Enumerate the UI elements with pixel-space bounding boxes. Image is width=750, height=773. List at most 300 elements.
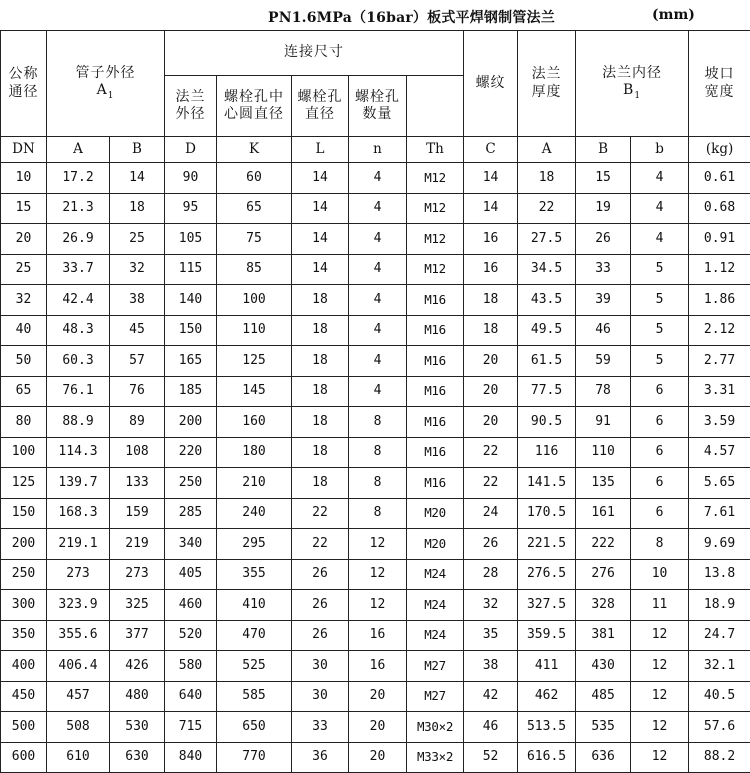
cell-flange-id-b: 78 <box>576 376 631 407</box>
table-body <box>1 163 750 773</box>
cell-weight: 40.5 <box>689 681 750 712</box>
cell-thickness: 38 <box>464 651 518 682</box>
header-flange-id-subscript: 1 <box>634 91 641 101</box>
cell-flange-id-b: 33 <box>576 254 631 285</box>
cell-pipe-od-b: 14 <box>110 163 165 194</box>
cell-flange-id-a: 221.5 <box>518 529 576 560</box>
cell-bolt-hole-dia: 18 <box>292 468 349 499</box>
cell-thread: M16 <box>407 407 464 438</box>
cell-bevel: 12 <box>631 712 689 743</box>
cell-bolt-hole-qty: 4 <box>349 376 407 407</box>
cell-flange-od: 95 <box>165 193 217 224</box>
cell-flange-od: 405 <box>165 559 217 590</box>
cell-bolt-circle: 210 <box>217 468 292 499</box>
table-row <box>1 254 750 285</box>
cell-flange-id-a: 116 <box>518 437 576 468</box>
cell-dn: 450 <box>1 681 47 712</box>
cell-dn: 100 <box>1 437 47 468</box>
cell-dn: 125 <box>1 468 47 499</box>
table-row <box>1 559 750 590</box>
cell-pipe-od-b: 57 <box>110 346 165 377</box>
cell-weight: 3.31 <box>689 376 750 407</box>
cell-flange-id-b: 26 <box>576 224 631 255</box>
cell-thickness: 46 <box>464 712 518 743</box>
cell-weight: 1.12 <box>689 254 750 285</box>
table-row <box>1 742 750 773</box>
cell-bolt-hole-qty: 8 <box>349 468 407 499</box>
table-row <box>1 651 750 682</box>
cell-weight: 0.91 <box>689 224 750 255</box>
code-bolt-circle: K <box>217 137 292 163</box>
cell-thickness: 26 <box>464 529 518 560</box>
cell-pipe-od-b: 159 <box>110 498 165 529</box>
cell-pipe-od-a: 406.4 <box>47 651 110 682</box>
cell-thickness: 14 <box>464 163 518 194</box>
cell-thickness: 20 <box>464 376 518 407</box>
cell-bevel: 6 <box>631 407 689 438</box>
cell-bolt-hole-qty: 8 <box>349 407 407 438</box>
cell-thickness: 22 <box>464 437 518 468</box>
cell-bolt-circle: 110 <box>217 315 292 346</box>
header-bolt-circle-line2: 心圆直径 <box>224 106 284 122</box>
header-bolt-hole-dia-line1: 螺栓孔 <box>298 89 343 105</box>
code-flange-id-b: B <box>576 137 631 163</box>
cell-flange-od: 840 <box>165 742 217 773</box>
cell-flange-od: 165 <box>165 346 217 377</box>
cell-flange-od: 520 <box>165 620 217 651</box>
cell-flange-id-a: 141.5 <box>518 468 576 499</box>
header-dn-line1: 公称 <box>9 66 39 82</box>
cell-pipe-od-b: 630 <box>110 742 165 773</box>
cell-weight: 7.61 <box>689 498 750 529</box>
cell-thread: M27 <box>407 651 464 682</box>
cell-bevel: 11 <box>631 590 689 621</box>
cell-pipe-od-b: 89 <box>110 407 165 438</box>
cell-bolt-circle: 145 <box>217 376 292 407</box>
table-row <box>1 224 750 255</box>
cell-flange-id-b: 19 <box>576 193 631 224</box>
header-bolt-hole-qty <box>349 76 407 137</box>
table-row <box>1 498 750 529</box>
cell-flange-id-b: 381 <box>576 620 631 651</box>
table-row <box>1 620 750 651</box>
cell-thickness: 20 <box>464 346 518 377</box>
cell-bolt-hole-dia: 33 <box>292 712 349 743</box>
header-thickness-line1: 法兰 <box>532 66 562 82</box>
cell-thread: M20 <box>407 498 464 529</box>
cell-thickness: 32 <box>464 590 518 621</box>
header-bolt-hole-qty-line2: 数量 <box>363 106 393 122</box>
cell-dn: 400 <box>1 651 47 682</box>
cell-bolt-circle: 650 <box>217 712 292 743</box>
code-bolt-hole-qty: n <box>349 137 407 163</box>
table-row <box>1 529 750 560</box>
header-thread: 螺纹 <box>464 31 518 137</box>
cell-weight: 0.68 <box>689 193 750 224</box>
cell-thread: M12 <box>407 254 464 285</box>
cell-weight: 0.61 <box>689 163 750 194</box>
cell-weight: 4.57 <box>689 437 750 468</box>
cell-thread: M16 <box>407 468 464 499</box>
cell-pipe-od-a: 26.9 <box>47 224 110 255</box>
cell-pipe-od-a: 355.6 <box>47 620 110 651</box>
cell-bolt-hole-dia: 18 <box>292 315 349 346</box>
unit-label: (mm) <box>652 7 695 23</box>
cell-weight: 2.12 <box>689 315 750 346</box>
cell-pipe-od-a: 610 <box>47 742 110 773</box>
cell-flange-id-a: 77.5 <box>518 376 576 407</box>
cell-flange-id-a: 27.5 <box>518 224 576 255</box>
cell-flange-od: 90 <box>165 163 217 194</box>
cell-dn: 50 <box>1 346 47 377</box>
cell-flange-od: 250 <box>165 468 217 499</box>
cell-bevel: 5 <box>631 315 689 346</box>
cell-flange-id-b: 222 <box>576 529 631 560</box>
cell-bolt-hole-qty: 16 <box>349 620 407 651</box>
cell-bolt-hole-qty: 4 <box>349 285 407 316</box>
cell-thickness: 22 <box>464 468 518 499</box>
cell-bolt-hole-dia: 14 <box>292 224 349 255</box>
header-flange-id <box>576 31 689 137</box>
header-bolt-hole-dia <box>292 76 349 137</box>
cell-bolt-circle: 100 <box>217 285 292 316</box>
table-row <box>1 407 750 438</box>
cell-dn: 40 <box>1 315 47 346</box>
cell-pipe-od-a: 48.3 <box>47 315 110 346</box>
code-bolt-hole-dia: L <box>292 137 349 163</box>
cell-bolt-hole-qty: 4 <box>349 193 407 224</box>
cell-flange-id-a: 276.5 <box>518 559 576 590</box>
cell-flange-id-b: 328 <box>576 590 631 621</box>
cell-bevel: 6 <box>631 498 689 529</box>
cell-dn: 65 <box>1 376 47 407</box>
cell-flange-od: 580 <box>165 651 217 682</box>
table-row <box>1 681 750 712</box>
cell-bevel: 4 <box>631 224 689 255</box>
cell-pipe-od-a: 76.1 <box>47 376 110 407</box>
cell-weight: 5.65 <box>689 468 750 499</box>
code-bevel: b <box>631 137 689 163</box>
cell-bevel: 10 <box>631 559 689 590</box>
cell-bolt-hole-dia: 18 <box>292 285 349 316</box>
cell-flange-od: 220 <box>165 437 217 468</box>
cell-bolt-hole-dia: 18 <box>292 437 349 468</box>
cell-flange-id-b: 15 <box>576 163 631 194</box>
cell-bolt-hole-dia: 30 <box>292 681 349 712</box>
header-row-1 <box>1 31 750 76</box>
cell-bevel: 12 <box>631 681 689 712</box>
cell-bolt-hole-dia: 30 <box>292 651 349 682</box>
header-bolt-circle-line1: 螺栓孔中 <box>224 89 284 105</box>
cell-bevel: 8 <box>631 529 689 560</box>
table-row <box>1 437 750 468</box>
cell-flange-od: 640 <box>165 681 217 712</box>
cell-thread: M24 <box>407 620 464 651</box>
cell-flange-od: 140 <box>165 285 217 316</box>
cell-bolt-hole-dia: 18 <box>292 407 349 438</box>
cell-weight: 24.7 <box>689 620 750 651</box>
cell-weight: 1.86 <box>689 285 750 316</box>
cell-thread: M16 <box>407 437 464 468</box>
cell-flange-id-b: 91 <box>576 407 631 438</box>
cell-bolt-circle: 75 <box>217 224 292 255</box>
cell-flange-od: 285 <box>165 498 217 529</box>
cell-dn: 150 <box>1 498 47 529</box>
cell-pipe-od-b: 38 <box>110 285 165 316</box>
cell-bolt-hole-dia: 26 <box>292 590 349 621</box>
cell-bolt-hole-qty: 20 <box>349 681 407 712</box>
header-pipe-od-label: 管子外径 <box>76 65 136 81</box>
cell-pipe-od-b: 133 <box>110 468 165 499</box>
cell-bevel: 5 <box>631 285 689 316</box>
cell-flange-id-a: 616.5 <box>518 742 576 773</box>
cell-bevel: 6 <box>631 468 689 499</box>
cell-weight: 18.9 <box>689 590 750 621</box>
code-flange-id-a: A <box>518 137 576 163</box>
cell-bolt-hole-qty: 12 <box>349 559 407 590</box>
cell-dn: 250 <box>1 559 47 590</box>
cell-bolt-circle: 85 <box>217 254 292 285</box>
header-dn-line2: 通径 <box>9 84 39 100</box>
cell-bevel: 12 <box>631 651 689 682</box>
cell-thread: M12 <box>407 193 464 224</box>
cell-bolt-hole-qty: 8 <box>349 498 407 529</box>
cell-bevel: 4 <box>631 163 689 194</box>
cell-flange-id-b: 110 <box>576 437 631 468</box>
cell-weight: 3.59 <box>689 407 750 438</box>
cell-flange-id-a: 22 <box>518 193 576 224</box>
header-thickness-line2: 厚度 <box>532 84 562 100</box>
cell-bolt-hole-dia: 18 <box>292 346 349 377</box>
cell-bolt-circle: 240 <box>217 498 292 529</box>
cell-dn: 350 <box>1 620 47 651</box>
cell-weight: 57.6 <box>689 712 750 743</box>
cell-bevel: 12 <box>631 620 689 651</box>
cell-pipe-od-a: 323.9 <box>47 590 110 621</box>
cell-pipe-od-b: 76 <box>110 376 165 407</box>
cell-thickness: 16 <box>464 224 518 255</box>
cell-flange-od: 150 <box>165 315 217 346</box>
cell-bolt-circle: 60 <box>217 163 292 194</box>
cell-flange-id-b: 135 <box>576 468 631 499</box>
cell-weight: 32.1 <box>689 651 750 682</box>
cell-dn: 80 <box>1 407 47 438</box>
cell-thickness: 52 <box>464 742 518 773</box>
cell-bolt-circle: 65 <box>217 193 292 224</box>
cell-bolt-circle: 585 <box>217 681 292 712</box>
cell-pipe-od-b: 25 <box>110 224 165 255</box>
cell-thread: M12 <box>407 224 464 255</box>
cell-flange-od: 200 <box>165 407 217 438</box>
cell-flange-id-a: 513.5 <box>518 712 576 743</box>
cell-bolt-hole-qty: 4 <box>349 346 407 377</box>
cell-bolt-hole-dia: 26 <box>292 559 349 590</box>
cell-pipe-od-b: 426 <box>110 651 165 682</box>
code-thread: Th <box>407 137 464 163</box>
cell-flange-id-a: 34.5 <box>518 254 576 285</box>
header-pipe-od-subscript: 1 <box>108 91 115 101</box>
cell-thickness: 28 <box>464 559 518 590</box>
code-flange-od: D <box>165 137 217 163</box>
header-pipe-od-symbol: A <box>97 82 108 98</box>
table-row <box>1 712 750 743</box>
cell-pipe-od-a: 88.9 <box>47 407 110 438</box>
cell-weight: 88.2 <box>689 742 750 773</box>
cell-bolt-hole-dia: 18 <box>292 376 349 407</box>
cell-thickness: 18 <box>464 315 518 346</box>
cell-pipe-od-a: 219.1 <box>47 529 110 560</box>
cell-flange-id-a: 43.5 <box>518 285 576 316</box>
table-row <box>1 163 750 194</box>
flange-spec-table <box>0 30 750 773</box>
cell-dn: 20 <box>1 224 47 255</box>
header-bevel-line1: 坡口 <box>705 66 735 82</box>
cell-pipe-od-b: 480 <box>110 681 165 712</box>
cell-thread: M33×2 <box>407 742 464 773</box>
cell-pipe-od-b: 18 <box>110 193 165 224</box>
cell-pipe-od-b: 32 <box>110 254 165 285</box>
cell-thread: M30×2 <box>407 712 464 743</box>
cell-flange-id-a: 170.5 <box>518 498 576 529</box>
header-dn <box>1 31 47 137</box>
header-flange-id-symbol: B <box>623 82 634 98</box>
cell-bolt-circle: 160 <box>217 407 292 438</box>
cell-bevel: 5 <box>631 346 689 377</box>
code-thickness: C <box>464 137 518 163</box>
cell-dn: 200 <box>1 529 47 560</box>
cell-thickness: 42 <box>464 681 518 712</box>
table-row <box>1 193 750 224</box>
code-pipe-b: B <box>110 137 165 163</box>
cell-flange-id-a: 327.5 <box>518 590 576 621</box>
cell-bolt-circle: 355 <box>217 559 292 590</box>
table-row <box>1 346 750 377</box>
cell-bolt-hole-qty: 12 <box>349 590 407 621</box>
cell-flange-id-b: 46 <box>576 315 631 346</box>
cell-bolt-hole-dia: 26 <box>292 620 349 651</box>
cell-pipe-od-b: 219 <box>110 529 165 560</box>
code-weight: (kg) <box>689 137 750 163</box>
cell-bolt-hole-qty: 4 <box>349 224 407 255</box>
cell-thickness: 18 <box>464 285 518 316</box>
cell-flange-id-a: 411 <box>518 651 576 682</box>
cell-bolt-hole-qty: 20 <box>349 742 407 773</box>
cell-bolt-circle: 180 <box>217 437 292 468</box>
cell-flange-id-b: 39 <box>576 285 631 316</box>
cell-pipe-od-a: 42.4 <box>47 285 110 316</box>
header-bevel <box>689 31 750 137</box>
cell-flange-id-b: 535 <box>576 712 631 743</box>
header-row-codes <box>1 137 750 163</box>
table-row <box>1 315 750 346</box>
code-pipe-a: A <box>47 137 110 163</box>
cell-flange-id-b: 636 <box>576 742 631 773</box>
cell-thread: M16 <box>407 315 464 346</box>
cell-pipe-od-a: 21.3 <box>47 193 110 224</box>
cell-thickness: 14 <box>464 193 518 224</box>
cell-bolt-circle: 525 <box>217 651 292 682</box>
cell-bolt-hole-qty: 20 <box>349 712 407 743</box>
cell-bolt-circle: 470 <box>217 620 292 651</box>
cell-flange-id-a: 90.5 <box>518 407 576 438</box>
cell-bolt-circle: 770 <box>217 742 292 773</box>
cell-pipe-od-a: 457 <box>47 681 110 712</box>
header-flange-od-line1: 法兰 <box>176 89 206 105</box>
cell-thread: M16 <box>407 376 464 407</box>
cell-thickness: 20 <box>464 407 518 438</box>
cell-pipe-od-a: 60.3 <box>47 346 110 377</box>
cell-flange-id-a: 359.5 <box>518 620 576 651</box>
cell-flange-id-b: 161 <box>576 498 631 529</box>
cell-bolt-hole-qty: 4 <box>349 315 407 346</box>
cell-flange-od: 460 <box>165 590 217 621</box>
cell-bolt-circle: 125 <box>217 346 292 377</box>
cell-dn: 15 <box>1 193 47 224</box>
header-thickness <box>518 31 576 137</box>
cell-bolt-hole-dia: 22 <box>292 498 349 529</box>
cell-flange-id-b: 276 <box>576 559 631 590</box>
cell-thickness: 24 <box>464 498 518 529</box>
cell-bolt-hole-qty: 4 <box>349 254 407 285</box>
cell-flange-id-b: 59 <box>576 346 631 377</box>
cell-pipe-od-a: 273 <box>47 559 110 590</box>
cell-bolt-hole-dia: 14 <box>292 163 349 194</box>
cell-bolt-circle: 295 <box>217 529 292 560</box>
document-title <box>0 4 750 28</box>
cell-pipe-od-b: 377 <box>110 620 165 651</box>
cell-pipe-od-a: 17.2 <box>47 163 110 194</box>
cell-bevel: 6 <box>631 437 689 468</box>
cell-flange-od: 715 <box>165 712 217 743</box>
cell-bolt-hole-qty: 4 <box>349 163 407 194</box>
cell-bolt-hole-dia: 22 <box>292 529 349 560</box>
code-dn: DN <box>1 137 47 163</box>
cell-pipe-od-a: 139.7 <box>47 468 110 499</box>
cell-thread: M20 <box>407 529 464 560</box>
cell-pipe-od-b: 530 <box>110 712 165 743</box>
cell-dn: 32 <box>1 285 47 316</box>
header-bolt-hole-dia-line2: 直径 <box>305 106 335 122</box>
table-row <box>1 590 750 621</box>
header-bevel-line2: 宽度 <box>705 84 735 100</box>
cell-pipe-od-a: 33.7 <box>47 254 110 285</box>
table-row <box>1 468 750 499</box>
cell-bevel: 5 <box>631 254 689 285</box>
header-bolt-hole-qty-line1: 螺栓孔 <box>355 89 400 105</box>
cell-flange-id-a: 49.5 <box>518 315 576 346</box>
table-title: PN1.6MPa（16bar）板式平焊钢制管法兰 <box>268 7 555 27</box>
cell-dn: 300 <box>1 590 47 621</box>
cell-thread: M24 <box>407 559 464 590</box>
cell-bevel: 4 <box>631 193 689 224</box>
cell-bevel: 6 <box>631 376 689 407</box>
cell-bolt-hole-qty: 8 <box>349 437 407 468</box>
cell-flange-id-a: 18 <box>518 163 576 194</box>
cell-thread: M16 <box>407 285 464 316</box>
cell-flange-id-a: 61.5 <box>518 346 576 377</box>
cell-pipe-od-a: 114.3 <box>47 437 110 468</box>
cell-dn: 500 <box>1 712 47 743</box>
cell-bolt-hole-qty: 12 <box>349 529 407 560</box>
cell-dn: 600 <box>1 742 47 773</box>
cell-flange-od: 105 <box>165 224 217 255</box>
cell-pipe-od-a: 508 <box>47 712 110 743</box>
cell-flange-od: 185 <box>165 376 217 407</box>
cell-thickness: 16 <box>464 254 518 285</box>
cell-bolt-hole-qty: 16 <box>349 651 407 682</box>
cell-flange-id-b: 430 <box>576 651 631 682</box>
table-row <box>1 376 750 407</box>
